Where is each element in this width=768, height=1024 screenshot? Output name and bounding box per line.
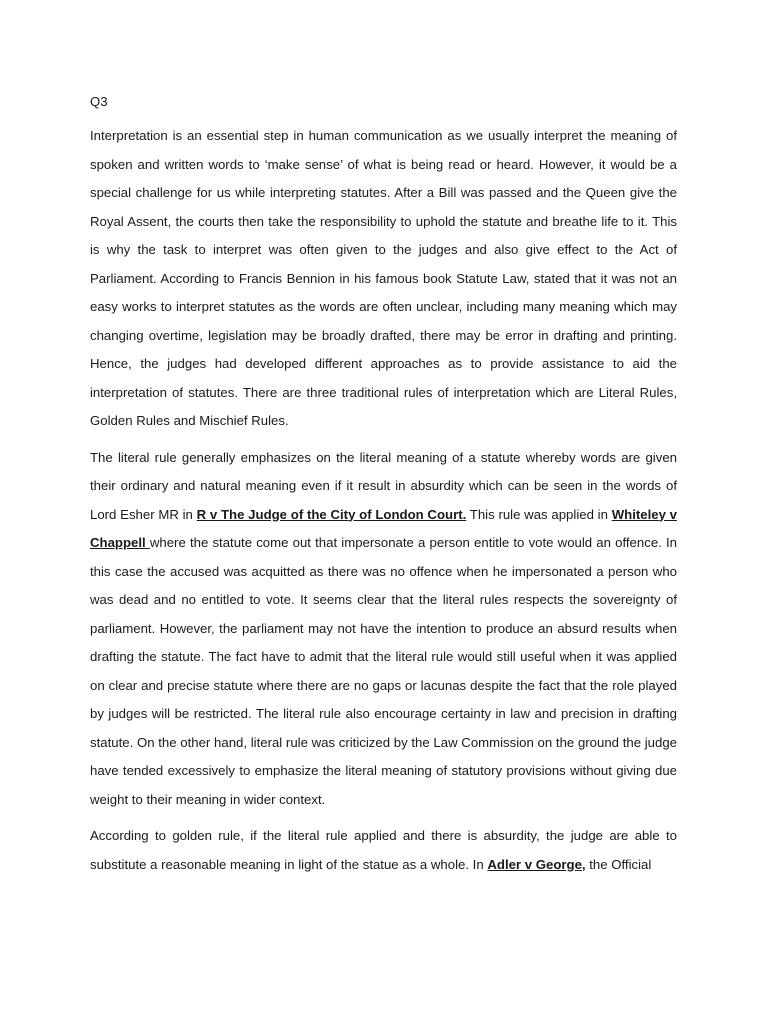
paragraph-golden-rule [90,822,677,879]
case-citation-r-v-judge-city-of-london-court: R v The Judge of the City of London Court. [196,506,467,522]
case-citation-whiteley-v-chappell: Whiteley v Chappell [90,506,677,550]
paragraph-text: This rule was applied in [466,506,612,522]
paragraph-text: According to golden rule, if the literal rule applied and there is absurdity, the judge are able to substitute a reasonable meaning in light of the statue as a whole. In [90,828,677,872]
document-page [90,92,677,879]
paragraph-introduction: Interpretation is an essential step in human communication as we usually interpret the meaning of spoken and written words to ‘make sense’ of what is being read or heard. However, it would be a special challenge for us while interpreting statutes. After a Bill was passed and the Queen give the Royal Assent, the courts then take the responsibility to uphold the statute and breathe life to it. This is why the task to interpret was often given to the judges and also give effect to the Act of Parliament. According to Francis Bennion in his famous book Statute Law, stated that it was not an easy works to interpret statutes as the words are often unclear, including many meaning which may changing overtime, legislation may be broadly drafted, there may be error in drafting and printing. Hence, the judges had developed different approaches as to provide assistance to aid the interpretation of statutes. There are three traditional rules of interpretation which are Literal Rules, Golden Rules and Mischief Rules. [90,128,677,428]
paragraph-text: The literal rule generally emphasizes on the literal meaning of a statute whereby words are given their ordinary and natural meaning even if it result in absurdity which can be seen in the words of Lord Esher MR in [90,449,677,522]
question-heading: Q3 [90,94,108,109]
paragraph-literal-rule [90,444,677,815]
case-citation-adler-v-george: Adler v George, [487,856,586,872]
paragraph-text: the Official [585,856,652,872]
paragraph-text: where the statute come out that impersonate a person entitle to vote would an offence. In this case the accused was acquitted as there was no offence when he impersonated a person who was dead and no entitled to vote. It seems clear that the literal rules respects the sovereignty of parliament. However, the parliament may not have the intention to produce an absurd results when drafting the statute. The fact have to admit that the literal rule would still useful when it was applied on clear and precise statute where there are no gaps or lacunas despite the fact that the role played by judges will be restricted. The literal rule also encourage certainty in law and precision in drafting statute. On the other hand, literal rule was criticized by the Law Commission on the ground the judge have tended excessively to emphasize the literal meaning of statutory provisions without giving due weight to their meaning in wider context. [90,535,677,807]
